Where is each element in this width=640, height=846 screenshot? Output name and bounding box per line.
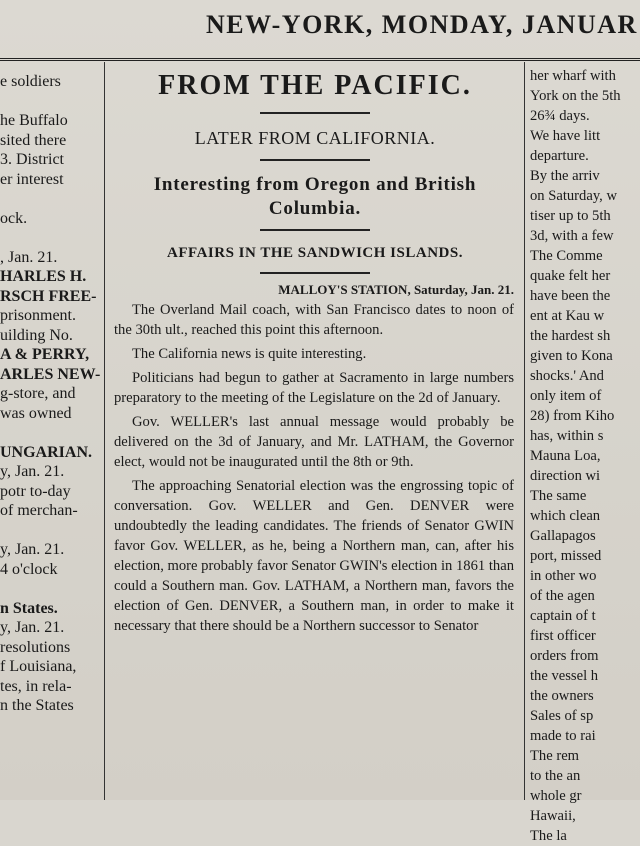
right-column-line: in other wo	[530, 568, 597, 584]
masthead	[0, 0, 640, 61]
right-column-line: port, missed	[530, 548, 602, 564]
right-column-line: Mauna Loa,	[530, 448, 601, 464]
left-column-line	[0, 423, 102, 443]
left-column-line	[0, 189, 102, 209]
left-column-line: of merchan-	[0, 502, 78, 519]
separator-rule	[260, 159, 370, 161]
right-column-line: quake felt her	[530, 268, 611, 284]
article-headline: FROM THE PACIFIC.	[158, 70, 472, 101]
left-column-line: y, Jan. 21.	[0, 463, 65, 480]
left-column-line: er interest	[0, 170, 64, 188]
left-column-line: resolutions	[0, 638, 71, 656]
separator-rule	[260, 229, 370, 231]
left-column	[0, 72, 102, 716]
article-subhead-oregon: Interesting from Oregon and British Columbia.	[153, 174, 477, 219]
right-column-line: 3d, with a few	[530, 228, 614, 244]
right-column-line: We have litt	[530, 128, 601, 144]
left-column-line: y, Jan. 21.	[0, 619, 65, 636]
left-column-line: , Jan. 21.	[0, 248, 58, 266]
left-column-line	[0, 92, 102, 112]
right-column-line: the owners	[530, 688, 594, 704]
right-column-line: has, within s	[530, 428, 604, 444]
left-column-line: sited there	[0, 131, 67, 149]
left-column-line: ARLES NEW-	[0, 365, 101, 383]
article-column	[110, 66, 520, 640]
right-column-line: Gallapagos	[530, 528, 596, 544]
column-rule	[104, 62, 105, 800]
left-column-line: 4 o'clock	[0, 560, 58, 578]
right-column-line: Hawaii,	[530, 808, 576, 824]
right-column-line: direction wi	[530, 468, 601, 484]
right-column-line: the vessel h	[530, 668, 599, 684]
left-column-line: potr to-day	[0, 482, 71, 500]
right-column	[530, 66, 640, 846]
left-column-line: uilding No.	[0, 326, 73, 344]
right-column-line: given to Kona	[530, 348, 613, 364]
right-column-line: 28) from Kiho	[530, 408, 615, 424]
article-paragraph: The approaching Senatorial election was the engrossing topic of conversation. Gov. WELLER and Gen. DENVER were undoubtedly the leading candidates. The friends of Senator GWIN favor Gov. WELLER, as he, being a Northern man, can, after his election, more probably favor Senator GWIN's election in 1861 than could a Southern man. Gov. LATHAM, a Northern man, favors the election of Gen. DENVER, a Southern man, in order to make it necessary that there should be a Northern successor to Senator	[114, 478, 514, 634]
right-column-line: which clean	[530, 508, 601, 524]
left-column-line: RSCH FREE-	[0, 287, 97, 305]
left-column-line: n States.	[0, 599, 58, 617]
left-column-line: A & PERRY,	[0, 346, 90, 363]
left-column-line: e soldiers	[0, 73, 61, 90]
column-rule	[524, 62, 525, 800]
article-subhead-sandwich-islands: AFFAIRS IN THE SANDWICH ISLANDS.	[167, 245, 463, 261]
article-paragraph: Gov. WELLER's last annual message would probably be delivered on the 3d of January, and Mr. LATHAM, the Governor elect, would not be inaugurated until the 8th or 9th.	[114, 414, 514, 470]
right-column-line: made to rai	[530, 728, 596, 744]
right-column-line: Sales of sp	[530, 708, 594, 724]
article-paragraph: The California news is quite interesting.	[132, 346, 367, 362]
left-column-line: was owned	[0, 404, 72, 422]
left-column-line: y, Jan. 21.	[0, 541, 65, 558]
left-column-line: UNGARIAN.	[0, 443, 92, 461]
right-column-line: only item of	[530, 388, 602, 404]
right-column-line: on Saturday, w	[530, 188, 618, 204]
right-column-line: shocks.' And	[530, 368, 604, 384]
right-column-line: of the agen	[530, 588, 595, 604]
right-column-line: the hardest sh	[530, 328, 611, 344]
left-column-line: prisonment.	[0, 307, 76, 324]
right-column-line: whole gr	[530, 788, 582, 804]
left-column-line	[0, 228, 102, 248]
left-column-line: he Buffalo	[0, 112, 68, 129]
right-column-line: orders from	[530, 648, 599, 664]
right-column-line: her wharf with	[530, 68, 616, 84]
left-column-line: g-store, and	[0, 385, 76, 402]
right-column-line: York on the 5th	[530, 88, 621, 104]
separator-rule	[260, 272, 370, 274]
masthead-title: NEW-YORK, MONDAY, JANUAR	[206, 10, 638, 39]
left-column-line: f Louisiana,	[0, 658, 77, 675]
right-column-line: The same	[530, 488, 587, 504]
right-column-line: The la	[530, 828, 567, 844]
right-column-line: 26¾ days.	[530, 108, 590, 124]
article-paragraph: The Overland Mail coach, with San Francisco dates to noon of the 30th ult., reached this point this afternoon.	[114, 302, 514, 338]
right-column-line: first officer	[530, 628, 596, 644]
left-column-line: ock.	[0, 209, 28, 227]
left-column-line	[0, 579, 102, 599]
left-column-line: n the States	[0, 697, 74, 714]
left-column-line: 3. District	[0, 151, 64, 168]
left-column-line: HARLES H.	[0, 268, 87, 285]
right-column-line: tiser up to 5th	[530, 208, 611, 224]
right-column-line: to the an	[530, 768, 581, 784]
left-column-line	[0, 521, 102, 541]
article-subhead: LATER FROM CALIFORNIA.	[194, 128, 436, 148]
article-dateline: MALLOY'S STATION, Saturday, Jan. 21.	[278, 282, 514, 297]
separator-rule	[260, 112, 370, 114]
right-column-line: captain of t	[530, 608, 596, 624]
right-column-line: By the arriv	[530, 168, 600, 184]
right-column-line: ent at Kau w	[530, 308, 605, 324]
right-column-line: departure.	[530, 148, 589, 164]
left-column-line: tes, in rela-	[0, 677, 72, 695]
right-column-line: have been the	[530, 288, 611, 304]
right-column-line: The Comme	[530, 248, 603, 264]
right-column-line: The rem	[530, 748, 580, 764]
article-paragraph: Politicians had begun to gather at Sacramento in large numbers preparatory to the meeting of the Legislature on the 2d of January.	[114, 370, 514, 406]
